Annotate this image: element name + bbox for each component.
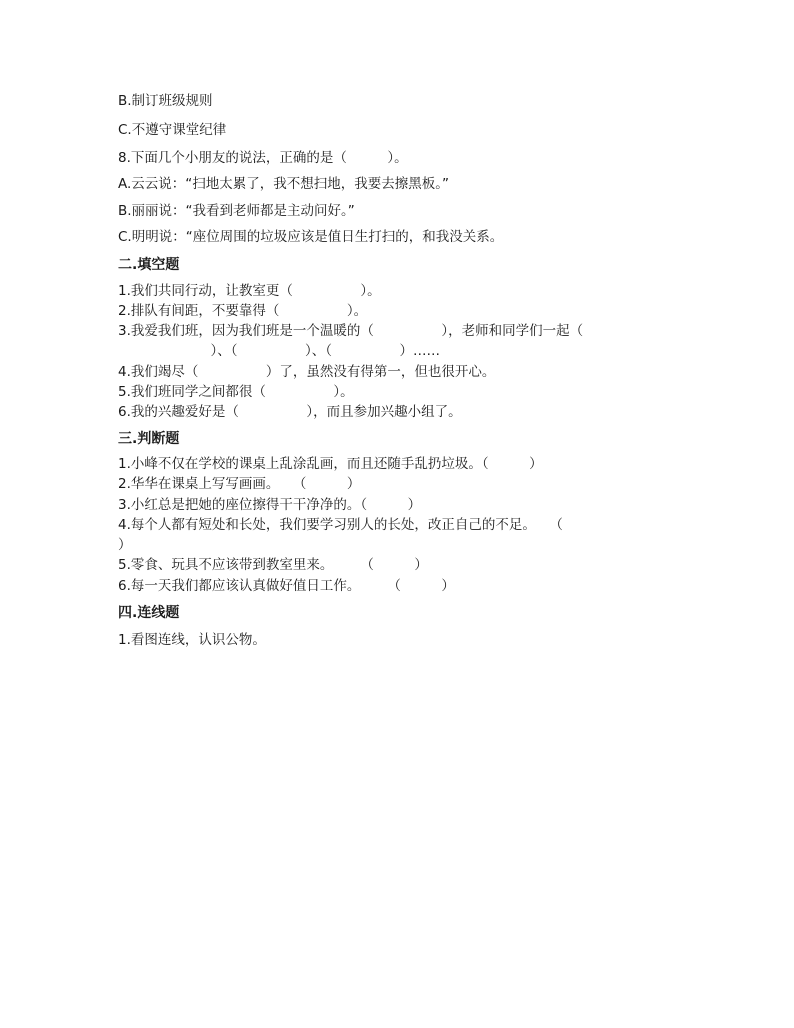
q7-option-b: B.制订班级规则 bbox=[118, 93, 213, 109]
fill-item-4: 4.我们竭尽（ ）了，虽然没有得第一，但也很开心。 bbox=[118, 364, 496, 380]
fill-item-5: 5.我们班同学之间都很（ ）。 bbox=[118, 384, 354, 400]
worksheet-page bbox=[118, 0, 678, 1028]
fill-item-6: 6.我的兴趣爱好是（ ），而且参加兴趣小组了。 bbox=[118, 404, 462, 420]
judge-item-4: 4.每个人都有短处和长处，我们要学习别人的长处，改正自己的不足。 （ bbox=[118, 517, 563, 533]
q8-option-a: A.云云说：“扫地太累了，我不想扫地，我要去擦黑板。” bbox=[118, 176, 450, 192]
q8-stem: 8.下面几个小朋友的说法，正确的是（ ）。 bbox=[118, 150, 408, 166]
fill-item-3: 3.我爱我们班，因为我们班是一个温暖的（ ），老师和同学们一起（ bbox=[118, 323, 584, 339]
fill-item-3-continued: ）、（ ）、（ ）…… bbox=[170, 343, 440, 359]
fill-item-2: 2.排队有间距，不要靠得（ ）。 bbox=[118, 303, 368, 319]
judge-item-4-continued: ） bbox=[118, 537, 132, 553]
section-4-title: 四.连线题 bbox=[118, 605, 180, 621]
judge-item-5: 5.零食、玩具不应该带到教室里来。 （ ） bbox=[118, 557, 428, 573]
judge-item-2: 2.华华在课桌上写写画画。 （ ） bbox=[118, 476, 361, 492]
q7-option-c: C.不遵守课堂纪律 bbox=[118, 122, 227, 138]
judge-item-1: 1.小峰不仅在学校的课桌上乱涂乱画，而且还随手乱扔垃圾。（ ） bbox=[118, 456, 543, 472]
judge-item-3: 3.小红总是把她的座位擦得干干净净的。（ ） bbox=[118, 497, 422, 513]
q8-option-c: C.明明说：“座位周围的垃圾应该是值日生打扫的，和我没关系。 bbox=[118, 229, 504, 245]
judge-item-6: 6.每一天我们都应该认真做好值日工作。 （ ） bbox=[118, 578, 455, 594]
section-3-title: 三.判断题 bbox=[118, 431, 180, 447]
q8-option-b: B.丽丽说：“我看到老师都是主动问好。” bbox=[118, 203, 355, 219]
match-item-1: 1.看图连线，认识公物。 bbox=[118, 632, 266, 648]
section-2-title: 二.填空题 bbox=[118, 257, 180, 273]
fill-item-1: 1.我们共同行动，让教室更（ ）。 bbox=[118, 283, 381, 299]
